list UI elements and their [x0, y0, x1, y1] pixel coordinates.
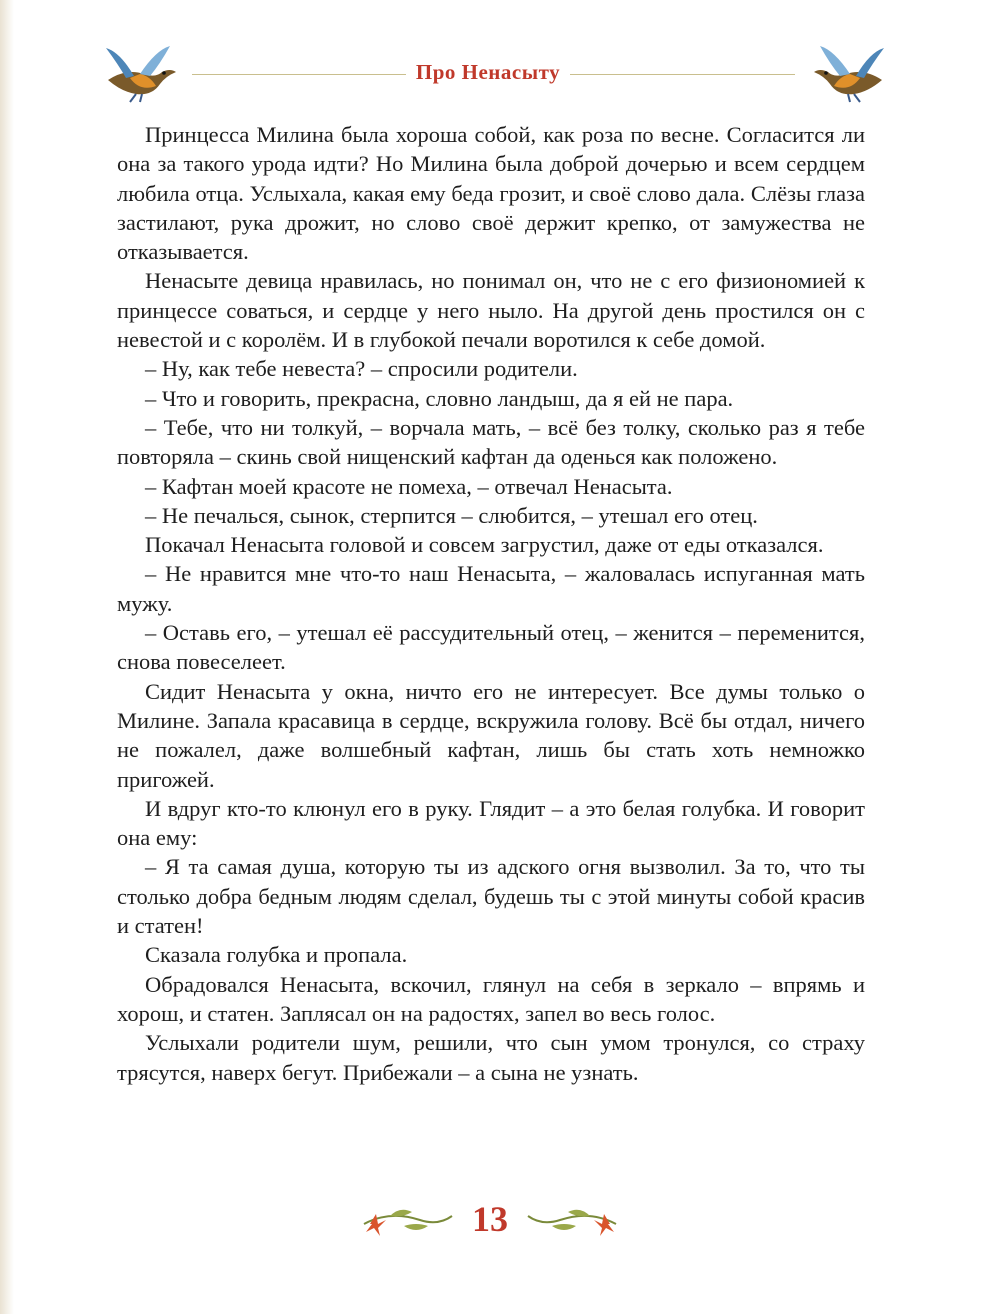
paragraph: – Что и говорить, прекрасна, словно ландыш, да я ей не пара. [145, 385, 734, 411]
paragraph: Покачал Ненасыта головой и совсем загрустил, даже от еды отказался. [145, 532, 824, 558]
bird-icon [810, 42, 890, 104]
paragraph: – Ну, как тебе невеста? – спросили родители. [145, 356, 578, 382]
bird-icon [100, 42, 180, 104]
paragraph: Обрадовался Ненасыта, вскочил, глянул на себя в зеркало – впрямь и хорош, и статен. Заплясал он на радостях, запел во весь голос. [117, 971, 865, 1026]
paragraph: – Оставь его, – утешал её рассудительный отец, – женится – переменится, снова повеселеет. [117, 620, 865, 675]
page-number: 13 [472, 1199, 508, 1239]
floral-ornament-icon [525, 1202, 620, 1238]
page-header [100, 38, 890, 108]
page-footer [360, 1190, 620, 1260]
paragraph: Принцесса Милина была хороша собой, как роза по весне. Согласится ли она за такого урода идти? Но Милина была доброй дочерью и всем сердцем любила отца. Услыхала, какая ему беда грозит, и своё слово дала. Слёзы глаза застилают, рука дрожит, но слово своё держит крепко, от замужества не отказывается. [117, 122, 865, 265]
paragraph: – Я та самая душа, которую ты из адского огня вызволил. За то, что ты столько добра бедным людям сделал, будешь ты с этой минуты собой красив и статен! [117, 854, 865, 939]
paragraph: – Тебе, что ни толкуй, – ворчала мать, – всё без толку, сколько раз я тебе повторяла – скинь свой нищенский кафтан да оденься как положено. [117, 414, 865, 470]
paragraph: Сидит Ненасыта у окна, ничто его не интересует. Все думы только о Милине. Запала красавица в сердце, вскружила голову. Всё бы отдал, ничего не пожалел, даже волшебный кафтан, лишь бы стать хоть немножко пригожей. [117, 678, 865, 792]
running-title: Про Ненасыту [415, 60, 561, 84]
paragraph: Услыхали родители шум, решили, что сын умом тронулся, со страху трясутся, наверх бегут. Прибежали – а сына не узнать. [117, 1030, 865, 1085]
paragraph: – Не печалься, сынок, стерпится – слюбится, – утешал его отец. [145, 502, 758, 528]
paragraph: Ненасыте девица нравилась, но понимал он, что не с его физиономией к принцессе соваться, и сердце у него ныло. На другой день простился он с невестой и с королём. И в глубокой печали воротился к себе домой. [117, 268, 865, 353]
paragraph: – Не нравится мне что-то наш Ненасыта, – жаловалась испуганная мать мужу. [117, 561, 865, 616]
paragraph: – Кафтан моей красоте не помеха, – отвечал Ненасыта. [145, 473, 673, 499]
page-edge-shadow [0, 0, 14, 1314]
floral-ornament-icon [360, 1202, 455, 1238]
header-rule-right [570, 74, 795, 75]
header-rule-left [192, 74, 406, 75]
paragraph: Сказала голубка и пропала. [145, 942, 408, 968]
story-text [117, 120, 865, 1087]
paragraph: И вдруг кто-то клюнул его в руку. Глядит – а это белая голубка. И говорит она ему: [117, 795, 865, 851]
